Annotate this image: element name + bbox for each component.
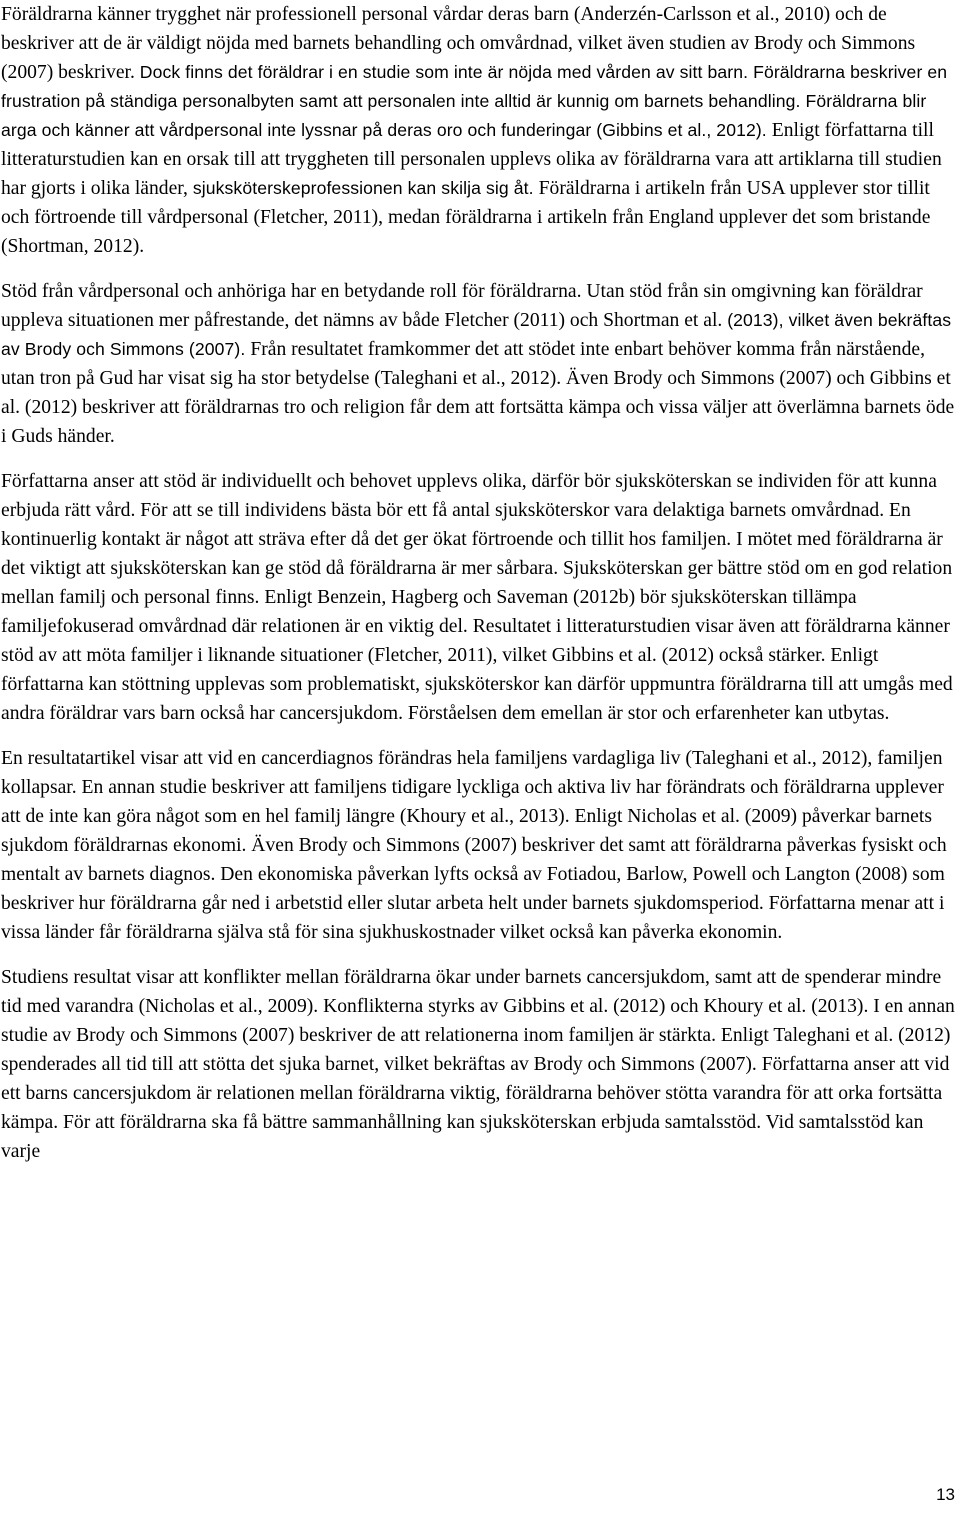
paragraph-conflicts (1, 963, 958, 1166)
text-segment: Föräldrarna känner trygghet när professionell personal vårdar deras barn (Anderzén-Carlsson et al., 2010) och de beskriver att de är väldigt nöjda med barnets behandling och omvårdnad, vilket även studien av Brody och Simmons (2007) beskriver. (1, 4, 916, 83)
text-segment: (2013), vilket även bekräftas av Brody och Simmons (2007). (1, 310, 952, 359)
text-segment: Enligt författarna till litteraturstudien kan en orsak till att tryggheten till personalen upplevs olika av föräldrarna vara att artiklarna till studien har gjorts i olika länder, (1, 120, 942, 199)
text-segment: Författarna anser att stöd är individuellt och behovet upplevs olika, därför bör sjuksköterskan se individen för att kunna erbjuda rätt vård. För att se till individens bästa bör ett få antal sjuksköterskor vara delaktiga barnets omvårdnad. En kontinuerlig kontakt är något att sträva efter då det ger ökat förtroende och tillit hos familjen. I mötet med föräldrarna är det viktigt att sjuksköterskan kan ge stöd då föräldrarna är mer sårbara. Sjuksköterskan ger bättre stöd om en god relation mellan familj och personal finns. Enligt Benzein, Hagberg och Saveman (2012b) bör sjuksköterskan tillämpa familjefokuserad omvårdnad där relationen är en viktig del. Resultatet i litteraturstudien visar även att föräldrarna känner stöd av att möta familjer i liknande situationer (Fletcher, 2011), vilket Gibbins et al. (2012) också stärker. Enligt författarna kan stöttning upplevas som problematiskt, sjuksköterskor kan därför uppmuntra föräldrarna till att umgås med andra föräldrar vars barn också har cancersjukdom. Förståelsen dem emellan är stor och erfarenheter kan utbytas. (1, 471, 953, 724)
text-segment: Stöd från vårdpersonal och anhöriga har en betydande roll för föräldrarna. (1, 281, 587, 302)
text-segment: Utan stöd från sin omgivning kan föräldrar uppleva situationen mer påfrestande, det nämns av både Fletcher (2011) och Shortman et al. (1, 281, 923, 331)
text-segment: En resultatartikel visar att vid en cancerdiagnos förändras hela familjens vardagliga liv (Taleghani et al., 2012), familjen kollapsar. En annan studie beskriver att familjens tidigare lyckliga och aktiva liv har förändrats och föräldrarna upplever att de inte kan göra något som en hel familj längre (Khoury et al., 2013). Enligt Nicholas et al. (2009) påverkar barnets sjukdom föräldrarnas ekonomi. Även Brody och Simmons (2007) beskriver det samt att föräldrarna påverkas fysiskt och mentalt av barnets diagnos. Den ekonomiska påverkan lyfts också av Fotiadou, Barlow, Powell och Langton (2008) som beskriver hur föräldrarna går ned i arbetstid eller slutar arbeta helt under barnets sjukdomsperiod. Författarna menar att i vissa länder får föräldrarna själva stå för sina sjukhuskostnader vilket också kan påverka ekonomin. (1, 748, 947, 943)
page-number: 13 (936, 1485, 955, 1504)
text-segment: Från resultatet framkommer det att stödet inte enbart behöver komma från närstående, utan tron på Gud har visat sig ha stor betydelse (Taleghani et al., 2012). Även Brody och Simmons (2007) och Gibbins et al. (2012) beskriver att föräldrarnas tro och religion får dem att fortsätta kämpa och vissa väljer att överlämna barnets öde i Guds händer. (1, 339, 955, 447)
paragraph-individual-support (1, 467, 958, 728)
body-text (1, 0, 958, 1182)
text-segment: Studiens resultat visar att konflikter mellan föräldrarna ökar under barnets cancersjukdom, samt att de spenderar mindre tid med varandra (Nicholas et al., 2009). Konflikterna styrks av Gibbins et al. (2012) och Khoury et al. (2013). I en annan studie av Brody och Simmons (2007) beskriver de att relationerna inom familjen är stärkta. Enligt Taleghani et al. (2012) spenderades all tid till att stötta det sjuka barnet, vilket bekräftas av Brody och Simmons (2007). Författarna anser att vid ett barns cancersjukdom är relationen mellan föräldrarna viktig, föräldrarna behöver stötta varandra för att orka fortsätta kämpa. För att föräldrarna ska få bättre sammanhållning kan sjuksköterskan erbjuda samtalsstöd. Vid samtalsstöd kan varje (1, 967, 955, 1162)
paragraph-support (1, 277, 958, 451)
text-segment: Dock finns det föräldrar i en studie som inte är nöjda med vården av sitt barn. Föräldrarna beskriver en frustration på ständiga personalbyten samt att personalen inte alltid är kunnig om barnets behandling. Föräldrarna blir arga och känner att vårdpersonal inte lyssnar på deras oro och funderingar (Gibbins et al., 2012). (1, 62, 948, 140)
paragraph-family-life (1, 744, 958, 947)
text-segment: Föräldrarna i artikeln från USA upplever stor tillit och förtroende till vårdpersonal (Fletcher, 2011), medan föräldrarna i artikeln från England upplever det som bristande (Shortman, 2012). (1, 178, 931, 257)
paragraph-trust-in-staff (1, 0, 958, 261)
text-segment: sjuksköterskeprofessionen kan skilja sig åt. (192, 178, 539, 198)
